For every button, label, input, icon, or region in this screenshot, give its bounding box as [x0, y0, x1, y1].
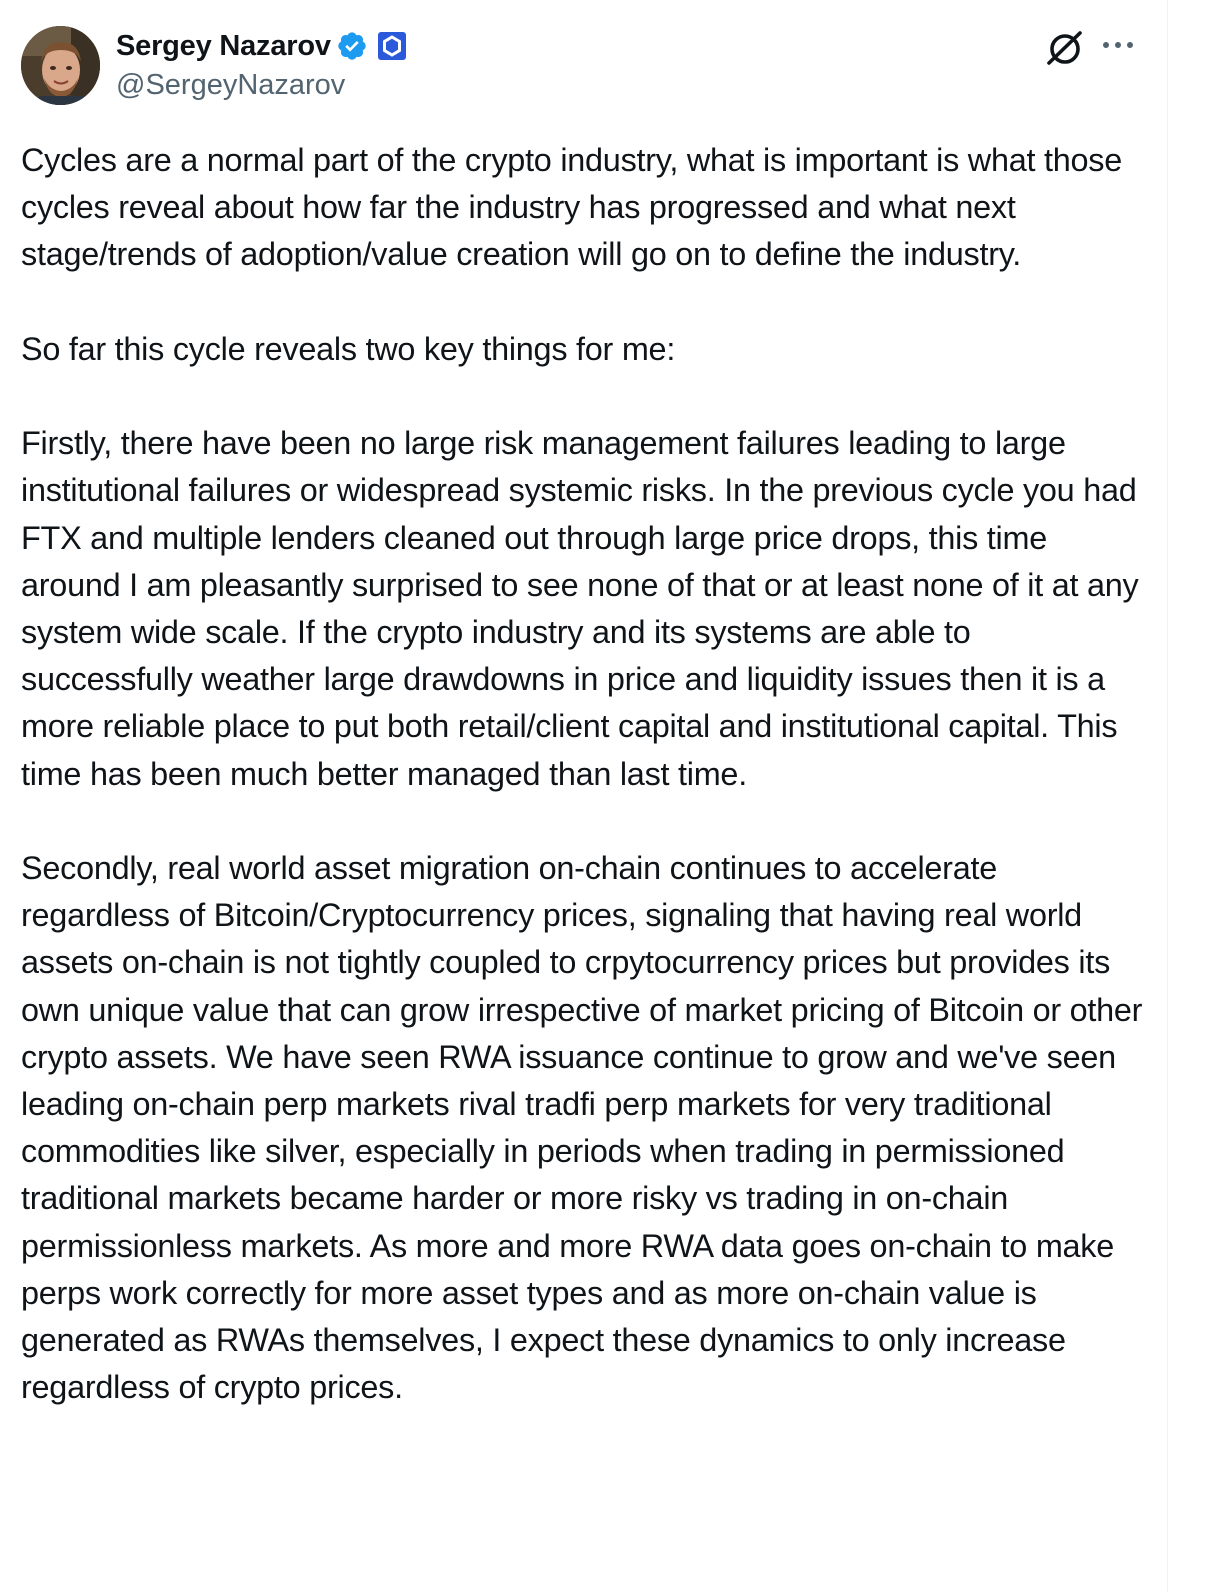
timeline-divider: [1167, 0, 1168, 1592]
grok-icon[interactable]: [1044, 28, 1084, 68]
verified-check-icon[interactable]: [336, 30, 368, 62]
tweet-paragraph: So far this cycle reveals two key things for me:: [21, 330, 676, 367]
more-options-icon[interactable]: [1100, 30, 1136, 60]
chainlink-hexagon-icon[interactable]: [377, 31, 407, 61]
tweet-paragraph: Cycles are a normal part of the crypto industry, what is important is what those cycles reveal about how far the industry has progressed and what next stage/trends of adoption/value creation will go on to define the industry.: [21, 142, 1122, 273]
avatar-photo: [21, 26, 100, 105]
display-name[interactable]: Sergey Nazarov: [116, 29, 331, 62]
tweet-paragraph: Firstly, there have been no large risk management failures leading to large institutional failures or widespread systemic risks. In the previous cycle you had FTX and multiple lenders cleaned out through large price drops, this time around I am pleasantly surprised to see none of that or at least none of it at any system wide scale. If the crypto industry and its systems are able to successfully weather large drawdowns in price and liquidity issues then it is a more reliable place to put both retail/client capital and institutional capital. This time has been much better managed than last time.: [21, 425, 1139, 792]
handle[interactable]: @SergeyNazarov: [116, 69, 346, 101]
avatar[interactable]: [21, 26, 100, 105]
tweet-text: [21, 137, 1146, 1411]
tweet-paragraph: Secondly, real world asset migration on-chain continues to accelerate regardless of Bitcoin/Cryptocurrency prices, signaling that having real world assets on-chain is not tightly coupled to crpytocurrency prices but provides its own unique value that can grow irrespective of market pricing of Bitcoin or other crypto assets. We have seen RWA issuance continue to grow and we've seen leading on-chain perp markets rival tradfi perp markets for very traditional commodities like silver, especially in periods when trading in permissioned traditional markets became harder or more risky vs trading in on-chain permissionless markets. As more and more RWA data goes on-chain to make perps work correctly for more asset types and as more on-chain value is generated as RWAs themselves, I expect these dynamics to only increase regardless of crypto prices.: [21, 850, 1143, 1406]
name-row: [116, 26, 407, 66]
author-block: [116, 26, 407, 106]
